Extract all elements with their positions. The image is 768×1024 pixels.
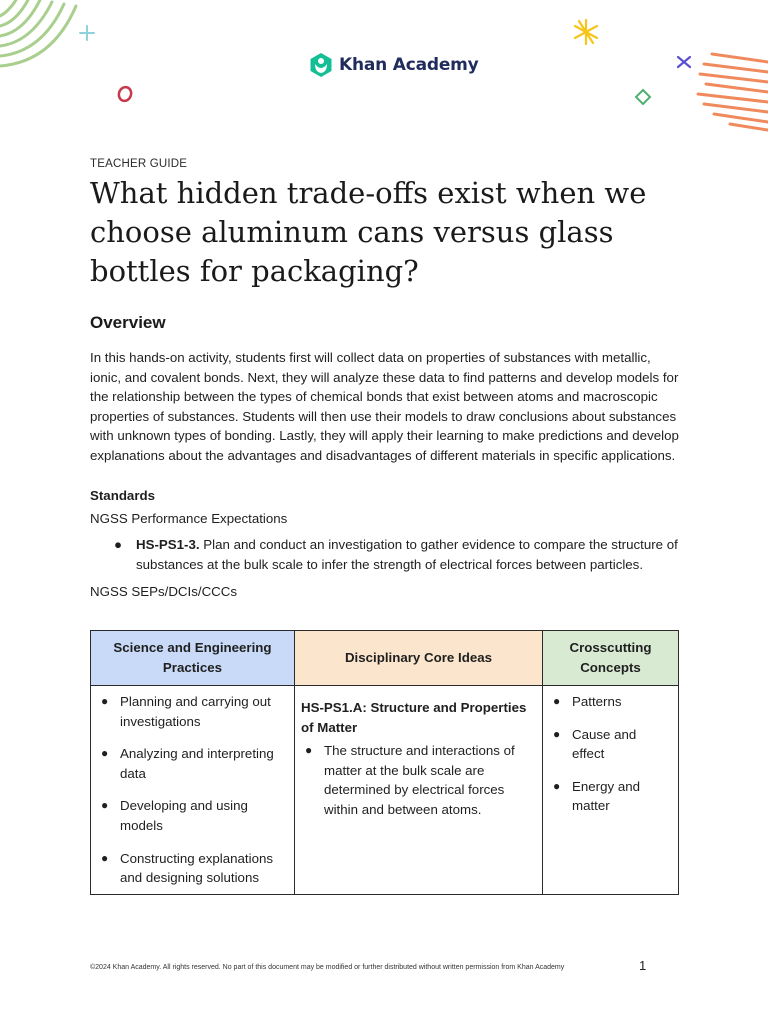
list-item: ● Planning and carrying out investigations <box>101 694 271 729</box>
bullet-icon: ● <box>101 694 109 708</box>
list-item: ● Developing and using models <box>101 798 248 833</box>
bullet-icon: ● <box>101 798 109 813</box>
pe-text: Plan and conduct an investigation to gather evidence to compare the structure of substances at the bulk scale to infer the strength of electrical forces between particles. <box>136 536 678 572</box>
diamond-icon <box>634 88 652 106</box>
green-swirl-icon <box>0 0 82 72</box>
list-item: ● The structure and interactions of matter at the bulk scale are determined by electrical forces within and between atoms. <box>305 743 515 817</box>
bullet-icon: ● <box>101 746 109 761</box>
page-number: 1 <box>639 958 647 973</box>
sep-cell <box>91 686 295 895</box>
bullet-icon: ● <box>101 850 109 865</box>
list-item: ● Cause and effect <box>553 726 637 762</box>
star-burst-icon <box>571 17 601 47</box>
orange-stripes-icon <box>690 48 768 132</box>
dci-cell <box>295 686 543 895</box>
pe-code: HS-PS1-3. <box>136 536 200 552</box>
seps-dcis-cccs-label: NGSS SEPs/DCIs/CCCs <box>90 583 238 599</box>
copyright-notice: ©2024 Khan Academy. All rights reserved. No part of this document may be modified or further distributed without written permission from Khan Academy <box>90 964 565 971</box>
ccc-cell <box>543 686 679 895</box>
table-header-row <box>91 631 679 686</box>
list-item: ● Analyzing and interpreting data <box>101 746 274 781</box>
red-ring-icon <box>115 84 135 104</box>
teacher-guide-label: TEACHER GUIDE <box>90 158 188 170</box>
list-item: ● Energy and matter <box>553 778 641 814</box>
performance-expectations-label: NGSS Performance Expectations <box>90 510 288 526</box>
khan-academy-logo-icon <box>309 52 333 78</box>
plus-icon <box>78 24 96 42</box>
header-crosscutting-concepts: Crosscutting Concepts <box>543 631 679 686</box>
page-title: What hidden trade-offs exist when we choose aluminum cans versus glass bottles for packaging? <box>90 176 647 288</box>
overview-paragraph: In this hands-on activity, students first will collect data on properties of substances with metallic, ionic, and covalent bonds. Next, they will analyze these data to find patterns and develop models for the relationship between the types of chemical bonds that exist between atoms and macroscopic properties of substances. Students will then use their models to draw conclusions about substances with unknown types of bonding. Lastly, they will apply their learning to make predictions and develop explanations about the advantages and disadvantages of different materials in specific applications. <box>90 350 679 463</box>
list-item: ● Constructing explanations and designing solutions <box>101 850 274 886</box>
document-body <box>90 158 680 599</box>
performance-expectation-item <box>114 535 680 575</box>
ngss-standards-table <box>90 630 679 895</box>
header-disciplinary-core-ideas: Disciplinary Core Ideas <box>295 631 543 686</box>
bullet-icon: ● <box>553 694 561 708</box>
table-row <box>91 686 679 895</box>
performance-expectations-list <box>90 535 680 575</box>
bullet-icon: ● <box>553 778 561 793</box>
bullet-icon: ● <box>305 743 313 758</box>
dci-heading: HS-PS1.A: Structure and Properties of Matter <box>301 700 527 735</box>
list-item: ● Patterns <box>549 692 672 712</box>
khan-academy-logo <box>309 51 479 79</box>
standards-heading: Standards <box>90 487 156 503</box>
logo-text: Khan Academy <box>339 55 479 75</box>
header-science-engineering-practices: Science and Engineering Practices <box>91 631 295 686</box>
bullet-icon: ● <box>114 536 123 552</box>
overview-heading: Overview <box>90 313 166 332</box>
bullet-icon: ● <box>553 726 561 741</box>
